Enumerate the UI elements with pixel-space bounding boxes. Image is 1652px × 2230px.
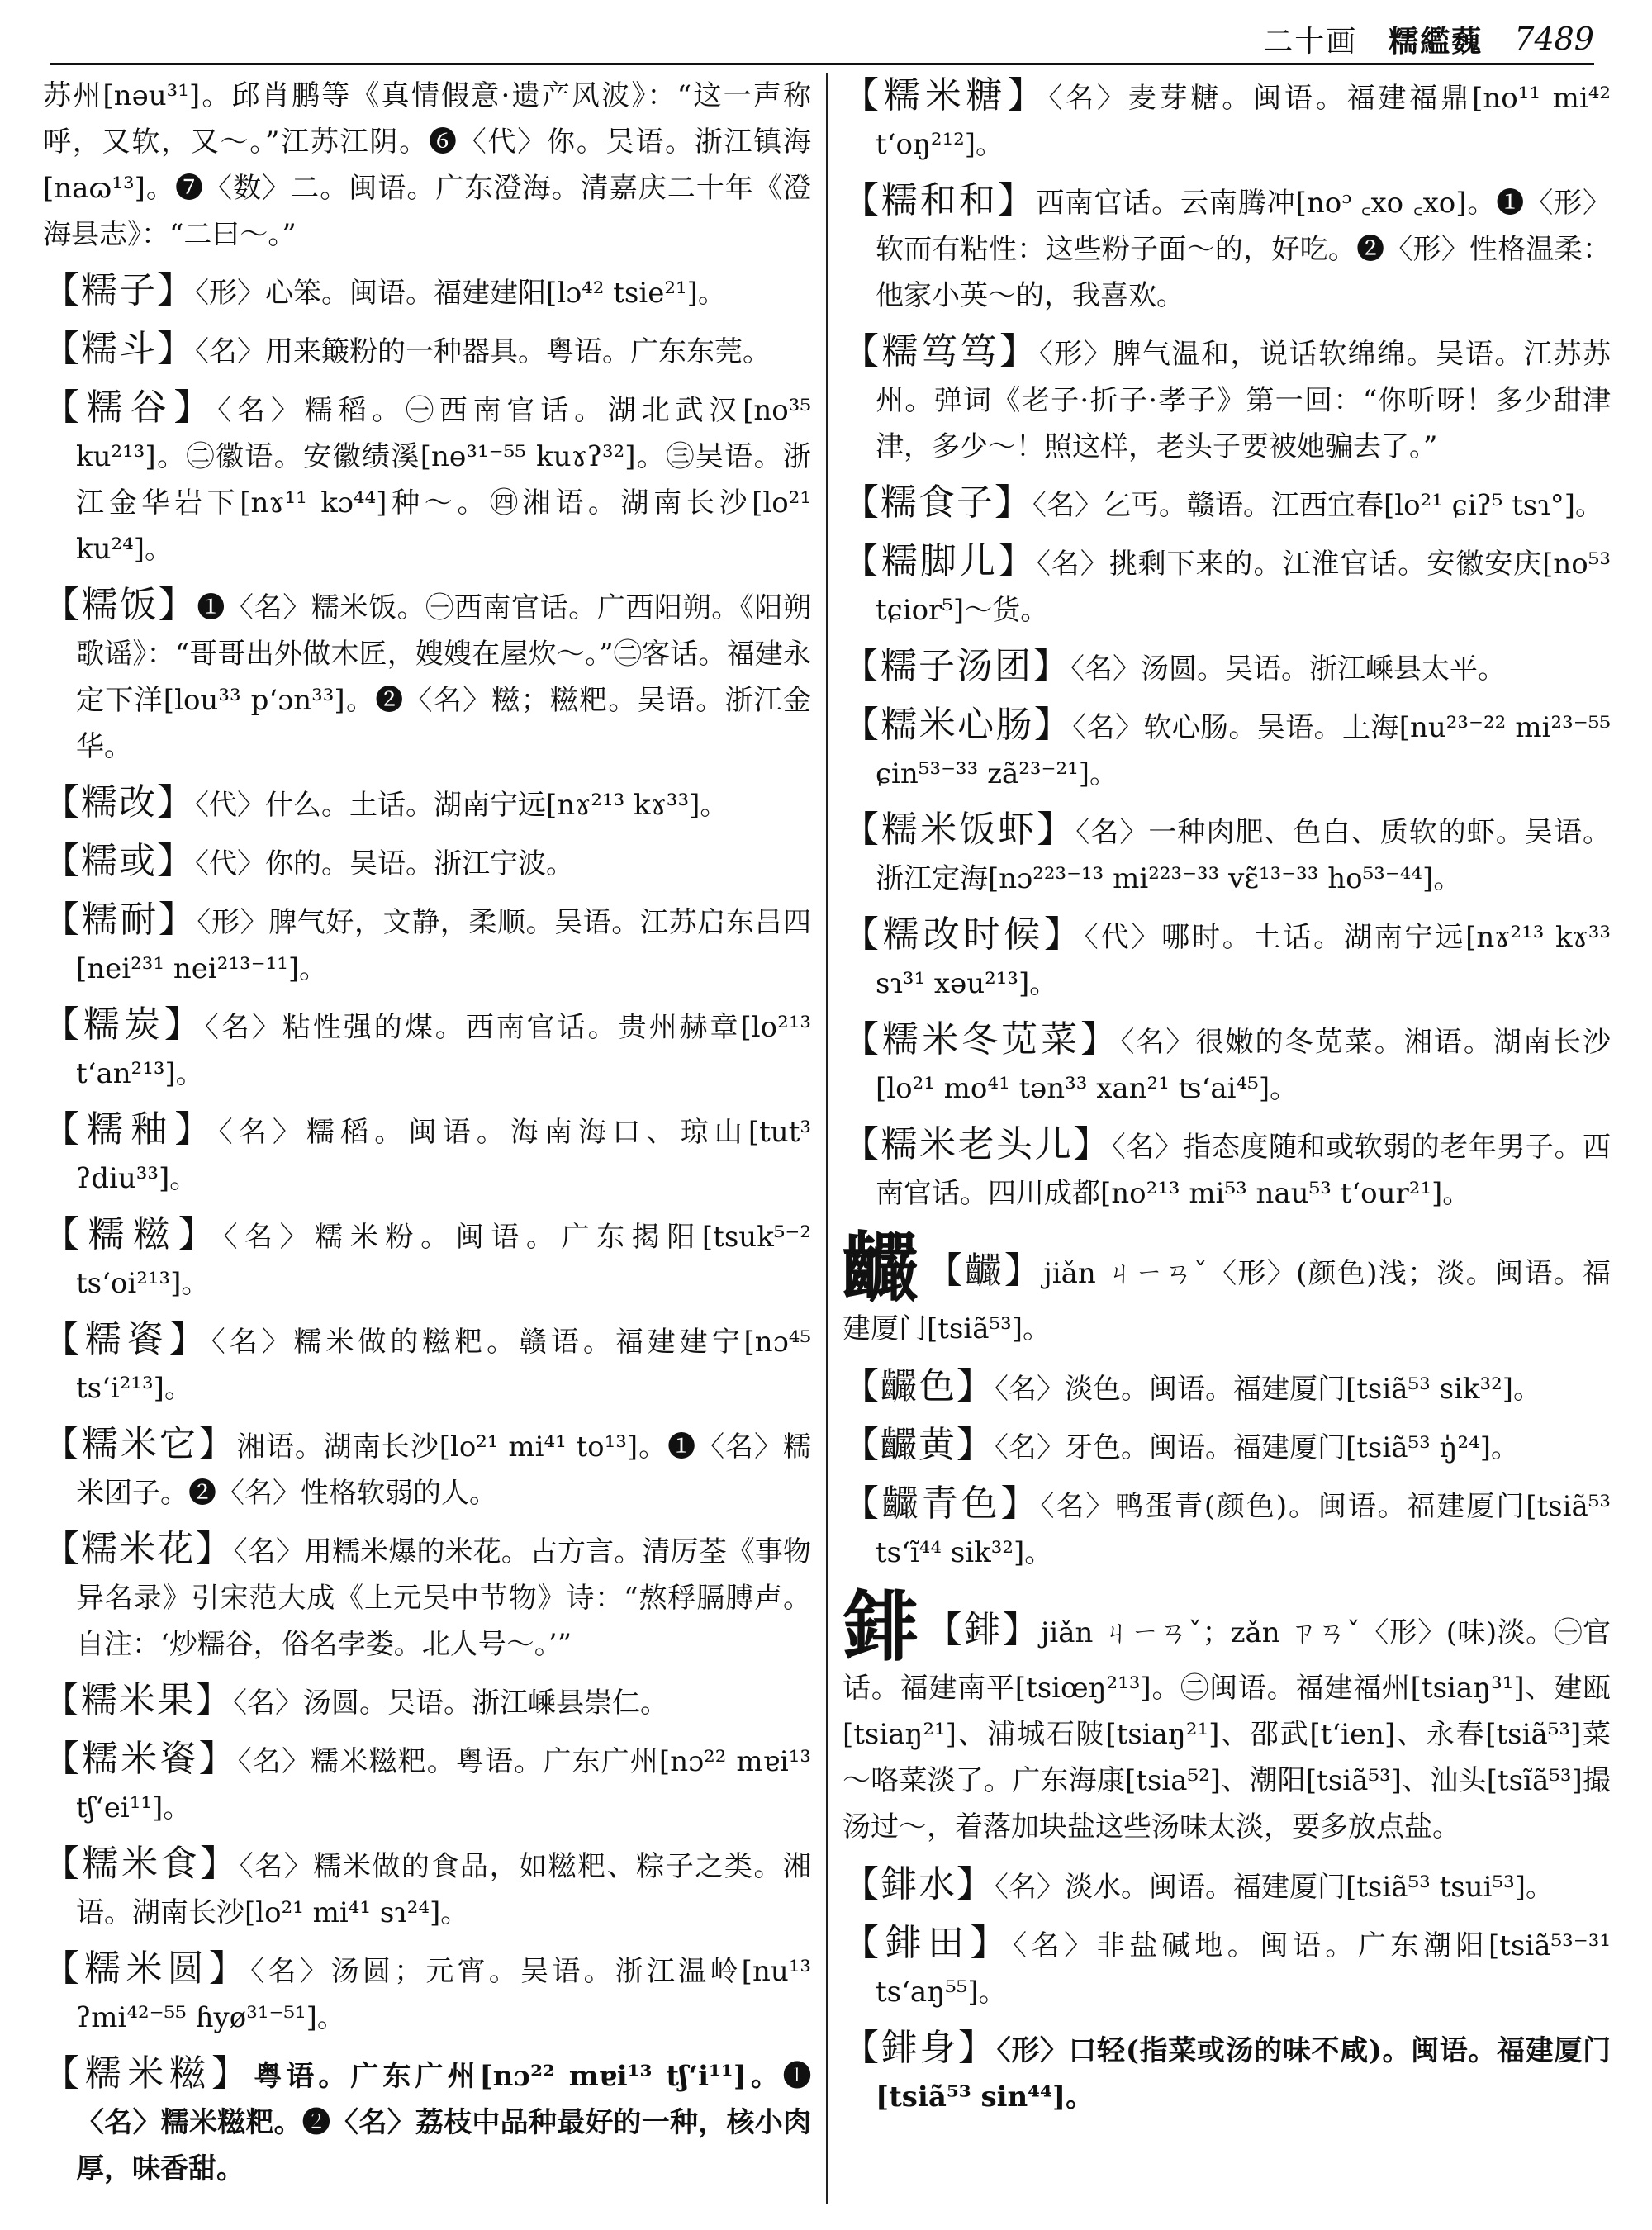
entry-text: 〈名〉糯米做的食品，如糍粑、粽子之类。湘语。湖南长沙[lo²¹ mi⁴¹ sɿ²⁴]。 (76, 1850, 811, 1929)
headword: 【䶫色】 (843, 1365, 995, 1407)
entry-nuogu (43, 385, 811, 572)
entry-text: 〈名〉汤圆。吴语。浙江嵊县太平。 (1070, 652, 1506, 686)
entry-nuozhou (43, 1107, 811, 1202)
entry-text: 〈名〉用来簸粉的一种器具。粤语。广东东莞。 (195, 335, 771, 368)
headword: 【䶫黄】 (843, 1424, 995, 1466)
headword: 【糯米冬苋菜】 (843, 1018, 1121, 1060)
entry-text: 〈名〉挑剩下来的。江淮官话。安徽安庆[no⁵³ tɕior⁵]～货。 (876, 548, 1611, 627)
entry-text: 〈名〉麦芽糖。闽语。福建福鼎[no¹¹ mi⁴² t‘oŋ²¹²]。 (876, 82, 1611, 161)
entry-text: 〈形〉心笨。闽语。福建建阳[lɔ⁴² tsie²¹]。 (195, 277, 726, 310)
entry-text: 〈名〉粘性强的煤。西南官话。贵州赫章[lo²¹³ t‘an²¹³]。 (76, 1011, 811, 1090)
entry-text: 〈名〉牙色。闽语。福建厦门[tsiã⁵³ ŋ̍²⁴]。 (995, 1431, 1520, 1464)
headword: 【䤵水】 (843, 1863, 995, 1905)
entry-text: 〈名〉软心肠。吴语。上海[nu²³⁻²² mi²³⁻⁵⁵ ɕin⁵³⁻³³ zã²³⁻²¹]。 (876, 711, 1611, 790)
headword: 【糯米心肠】 (843, 704, 1073, 746)
entry-text: 〈名〉很嫩的冬苋菜。湘语。湖南长沙[lo²¹ mo⁴¹ tən³³ xan²¹ ʦ‘ai⁴⁵]。 (876, 1026, 1611, 1105)
entry-nuoshizi (843, 480, 1611, 529)
entry-text: 〈名〉非盐碱地。闽语。广东潮阳[tsiã⁵³⁻³¹ ts‘aŋ⁵⁵]。 (876, 1929, 1611, 2009)
headword: 【糯斗】 (43, 328, 195, 370)
entry-text: 〈代〉你的。吴语。浙江宁波。 (195, 847, 574, 880)
entry-continuation (43, 73, 811, 258)
page-number: 7489 (1514, 21, 1594, 57)
headword: 【糯米糍】 (43, 2052, 254, 2095)
headword: 【糯耐】 (43, 899, 197, 941)
entry-text: 〈形〉口轻(指菜或汤的味不咸)。闽语。福建厦门[tsiã⁵³ sin⁴⁴]。 (876, 2034, 1611, 2114)
header-chars: 糯繿蘶 (1389, 23, 1483, 59)
entry-nuomilaotouer (843, 1122, 1611, 1217)
headword: 【糯改】 (43, 781, 195, 823)
entry-nuomishi (43, 1841, 811, 1936)
entry-nuozi (43, 268, 811, 316)
entry-nuomituo (43, 1421, 811, 1516)
entry-text: 西南官话。云南腾冲[noᵓ ꜀xo ꜀xo]。❶〈形〉软而有粘性：这些粉子面～的，好吃。❷〈形〉性格温柔：他家小英～的，我喜欢。 (876, 187, 1611, 312)
entry-text: 〈名〉糯米粉。闽语。广东揭阳[tsuk⁵⁻² ts‘oi²¹³]。 (76, 1221, 811, 1300)
entry-nuodou (43, 326, 811, 375)
headword: 【糯米食】 (43, 1843, 240, 1885)
headword: 【糯脚儿】 (843, 540, 1037, 582)
entry-text: 苏州[nəu³¹]。邱肖鹏等《真情假意·遗产风波》：“这一声称呼，又软，又～。”江苏江阴。❻〈代〉你。吴语。浙江镇海[naɷ¹³]。❼〈数〉二。闽语。广东澄海。清嘉庆二十年《澄海县志》：“二曰～。” (43, 79, 811, 251)
entry-zhanhuang (843, 1422, 1611, 1471)
entry-text: 〈名〉汤圆；元宵。吴语。浙江温岭[nu¹³ ʔmi⁴²⁻⁵⁵ ɦyø³¹⁻⁵¹]。 (76, 1955, 811, 2034)
entry-text: 〈名〉一种肉肥、色白、质软的虾。吴语。浙江定海[nɔ²²³⁻¹³ mi²²³⁻³³ vɛ̃¹³⁻³³ ho⁵³⁻⁴⁴]。 (876, 816, 1611, 895)
entry-nuomihua (43, 1526, 811, 1668)
entry-text: 〈名〉糯米做的糍粑。赣语。福建建宁[nɔ⁴⁵ ts‘i²¹³]。 (76, 1326, 811, 1405)
entry-nuomiji (43, 1736, 811, 1831)
entry-nuohuo (43, 838, 811, 887)
entry-nuozhi (43, 1212, 811, 1307)
left-column (43, 73, 811, 2212)
headword: 【糯釉】 (43, 1108, 219, 1151)
entry-nuomiguo (43, 1677, 811, 1726)
headword: 【糯米餈】 (43, 1738, 238, 1780)
headword: 【糯米果】 (43, 1679, 233, 1721)
entry-nuodudu (843, 329, 1611, 470)
head-character: 䶫 (843, 1223, 919, 1312)
entry-nuomiyuan (43, 1946, 811, 2041)
headword: 【糯子汤团】 (843, 645, 1070, 687)
headword: 【䤵】 (925, 1609, 1041, 1651)
headword: 【糯米花】 (43, 1528, 234, 1570)
headword: 【糯餈】 (43, 1318, 211, 1360)
entry-head-character-jian (843, 1582, 1611, 1850)
entry-nuomici (43, 2051, 811, 2192)
entry-text: jiǎn ㄐㄧㄢˇ〈形〉(颜色)浅；淡。闽语。福建厦门[tsiã⁵³]。 (843, 1257, 1611, 1345)
entry-text: 〈名〉指态度随和或软弱的老年男子。西南官话。四川成都[no²¹³ mi⁵³ nau⁵³ t‘our²¹]。 (876, 1131, 1611, 1210)
headword: 【䶫】 (925, 1250, 1044, 1292)
headword: 【糯饭】 (43, 584, 197, 626)
entry-nuogaishihou (843, 912, 1611, 1007)
entry-nuojiaoer (843, 539, 1611, 633)
entry-text: 〈名〉淡水。闽语。福建厦门[tsiã⁵³ tsui⁵³]。 (995, 1871, 1554, 1904)
entry-nuomixinchang (843, 702, 1611, 797)
entry-nuohehe (843, 178, 1611, 319)
entry-jiantian (843, 1920, 1611, 2015)
headword: 【䤵身】 (843, 2027, 997, 2069)
headword: 【糯或】 (43, 840, 195, 882)
entry-text: ❶〈名〉糯米饭。㊀西南官话。广西阳朔。《阳朔歌谣》：“哥哥出外做木匠，嫂嫂在屋炊～。”㊁客话。福建永定下洋[lou³³ p‘ɔn³³]。❷〈名〉糍；糍粑。吴语。浙江金华。 (76, 591, 811, 763)
entry-text: 〈名〉糯稻。㊀西南官话。湖北武汉[no³⁵ ku²¹³]。㊁徽语。安徽绩溪[nɵ³¹⁻⁵⁵ kuɤʔ³²]。㊂吴语。浙江金华岩下[nɤ¹¹ kɔ⁴⁴]种～。㊃湘语。湖南长沙[lo²¹ ku²⁴]。 (76, 394, 811, 566)
entry-nuotan (43, 1002, 811, 1097)
entry-text: 〈名〉汤圆。吴语。浙江嵊县崇仁。 (233, 1687, 668, 1720)
entry-nuofan (43, 582, 811, 770)
entry-nuogai (43, 780, 811, 828)
entry-nuomidongxiancai (843, 1017, 1611, 1112)
entry-text: 〈代〉哪时。土话。湖南宁远[nɤ²¹³ kɤ³³ sɿ³¹ xəu²¹³]。 (876, 921, 1611, 1000)
headword: 【糯子】 (43, 269, 195, 311)
headword: 【䶫青色】 (843, 1483, 1041, 1525)
headword: 【糯米老头儿】 (843, 1123, 1112, 1165)
entry-text: 〈形〉脾气温和，说话软绵绵。吴语。江苏苏州。弹词《老子·折子·孝子》第一回：“你听呀！多少甜津津，多少～！照这样，老头子要被她骗去了。” (876, 338, 1611, 463)
headword: 【糯糍】 (43, 1213, 224, 1255)
headword: 【糯食子】 (843, 482, 1032, 524)
entry-zhanse (843, 1364, 1611, 1412)
entry-text: 〈名〉糯稻。闽语。海南海口、琼山[tut³ ʔdiu³³]。 (76, 1116, 811, 1195)
headword: 【糯米圆】 (43, 1948, 251, 1990)
entry-text: 〈名〉乞丐。赣语。江西宜春[lo²¹ ɕiʔ⁵ tsɿ°]。 (1032, 489, 1604, 522)
entry-text: 〈名〉淡色。闽语。福建厦门[tsiã⁵³ sik³²]。 (995, 1373, 1542, 1406)
entry-nuozitangtuan (843, 643, 1611, 692)
entry-zhanqingse (843, 1481, 1611, 1576)
entry-text: 粤语。广东广州[nɔ²² mɐi¹³ tʃ‘i¹¹]。❶〈名〉糯米糍粑。❷〈名〉荔枝中品种最好的一种，核小肉厚，味香甜。 (76, 2060, 811, 2185)
entry-nuoci (43, 1317, 811, 1412)
entry-text: 〈名〉用糯米爆的米花。古方言。清厉荃《事物异名录》引宋范大成《上元吴中节物》诗：“熬稃膈膊声。自注：‘炒糯谷，俗名孛娄。北人号～。’” (76, 1535, 811, 1661)
headword: 【糯谷】 (43, 387, 218, 429)
headword: 【䤵田】 (843, 1922, 1014, 1964)
headword: 【糯改时候】 (843, 913, 1085, 956)
entry-head-character-zhan (843, 1223, 1611, 1352)
entry-text: 湘语。湖南长沙[lo²¹ mi⁴¹ to¹³]。❶〈名〉糯米团子。❷〈名〉性格软弱的人。 (76, 1431, 811, 1510)
column-divider (826, 73, 828, 2204)
entry-jianshen (843, 2025, 1611, 2120)
entry-nuonai (43, 897, 811, 992)
entry-text: 〈名〉鸭蛋青(颜色)。闽语。福建厦门[tsiã⁵³ ts‘ĩ⁴⁴ sik³²]。 (876, 1490, 1611, 1569)
header-section: 二十画 (1263, 24, 1358, 59)
entry-text: 〈名〉糯米糍粑。粤语。广东广州[nɔ²² mɐi¹³ tʃ‘ei¹¹]。 (76, 1745, 811, 1824)
headword: 【糯炭】 (43, 1004, 205, 1046)
entry-text: jiǎn ㄐㄧㄢˇ；zǎn ㄗㄢˇ〈形〉(味)淡。㊀官话。福建南平[tsiœŋ²¹³]。㊁闽语。福建福州[tsiaŋ³¹]、建瓯[tsiaŋ²¹]、浦城石陂[tsiaŋ²¹]、邵武[t‘ien]、永春[tsiã⁵³]菜～咯菜淡了。广东海康[tsia⁵²]、潮阳[tsiã⁵³]、汕头[tsĩã⁵³]撮汤过～，着落加块盐这些汤味太淡，要多放点盐。 (843, 1616, 1611, 1843)
headword: 【糯米饭虾】 (843, 809, 1076, 851)
entry-nuomitang (843, 73, 1611, 168)
headword: 【糯米糖】 (843, 74, 1049, 116)
head-character: 䤵 (843, 1582, 919, 1672)
entry-text: 〈代〉什么。土话。湖南宁远[nɤ²¹³ kɤ³³]。 (195, 789, 729, 822)
entry-jianshui (843, 1862, 1611, 1910)
page-header (50, 15, 1594, 65)
entry-text: 〈形〉脾气好，文静，柔顺。吴语。江苏启东吕四[nei²³¹ nei²¹³⁻¹¹]。 (76, 906, 811, 985)
entry-nuomifanxia (843, 807, 1611, 902)
headword: 【糯米它】 (43, 1423, 237, 1465)
headword: 【糯和和】 (843, 179, 1037, 221)
right-column (843, 73, 1611, 2212)
headword: 【糯笃笃】 (843, 330, 1039, 372)
